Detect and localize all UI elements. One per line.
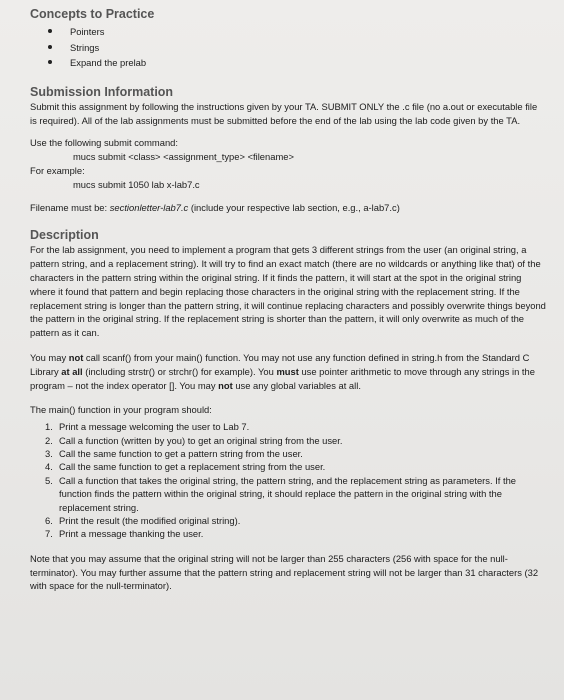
concepts-heading: Concepts to Practice xyxy=(30,7,155,21)
list-item xyxy=(30,420,546,433)
step-text: Call a function that takes the original string, the pattern string, and the replacement string as parameters. If the function finds the pattern within the original string, it should replace the pattern in the original string with the replacement string. xyxy=(59,474,517,513)
restrictions-emphasis: not xyxy=(218,379,233,391)
restrictions-text: use pointer arithmetic to move through any strings in the program – not the index operator []. You may xyxy=(30,365,535,391)
step-number: 2. xyxy=(45,434,53,446)
step-number: 5. xyxy=(45,474,53,486)
filename-pattern: sectionletter-lab7.c xyxy=(109,201,189,213)
restrictions-text: use any global variables at all. xyxy=(232,379,361,391)
filename-rule xyxy=(30,201,546,215)
step-number: 6. xyxy=(45,514,53,526)
restrictions-text: You may xyxy=(30,351,69,363)
restrictions-text: call scanf() from your main() function. You may not use any function defined in string.h from the Standard C Library xyxy=(30,351,530,377)
filename-prefix: Filename must be: xyxy=(30,201,110,213)
step-number: 1. xyxy=(45,421,53,433)
restrictions-emphasis: not xyxy=(68,351,84,363)
step-text: Call a function (written by you) to get an original string from the user. xyxy=(59,434,343,446)
note-paragraph: Note that you may assume that the original string will not be larger than 255 characters (256 with space for the null-terminator). You may further assume that the pattern string and replacement string will not be larger than 31 characters (32 with space for the null-terminator). xyxy=(30,552,539,592)
main-function-intro: The main() function in your program should: xyxy=(30,404,212,416)
submission-intro: Submit this assignment by following the instructions given by your TA. SUBMIT ONLY the .c file (no a.out or executable file is required). All of the lab assignments must be submitted before the end of the lab using the lab code given by the TA. xyxy=(30,100,538,126)
list-item xyxy=(30,474,546,514)
list-item xyxy=(30,434,546,447)
list-item: Strings xyxy=(30,40,546,56)
step-text: Call the same function to get a replacement string from the user. xyxy=(59,461,326,473)
restrictions-paragraph xyxy=(30,351,546,392)
submit-command: mucs submit <class> <assignment_type> <filename> xyxy=(73,151,294,163)
restrictions-emphasis: at all xyxy=(61,365,83,377)
restrictions-emphasis: must xyxy=(276,365,299,377)
submission-heading: Submission Information xyxy=(30,84,174,99)
step-text: Print a message welcoming the user to Lab 7. xyxy=(59,421,250,433)
restrictions-text: (including strstr() or strchr() for example). You xyxy=(82,365,277,377)
description-heading: Description xyxy=(30,228,99,243)
step-number: 7. xyxy=(45,528,53,540)
step-text: Print the result (the modified original string). xyxy=(59,514,241,526)
step-text: Call the same function to get a pattern string from the user. xyxy=(59,447,303,459)
list-item xyxy=(30,447,546,460)
submit-example: mucs submit 1050 lab x-lab7.c xyxy=(73,178,200,190)
filename-suffix: (include your respective lab section, e.g., a-lab7.c) xyxy=(188,201,400,213)
example-label: For example: xyxy=(30,164,85,176)
step-number: 3. xyxy=(45,447,53,459)
list-item: Pointers xyxy=(30,24,546,40)
list-item xyxy=(30,460,546,473)
description-paragraph: For the lab assignment, you need to implement a program that gets 3 different strings from the user (an original string, a pattern string, and a replacement string). It will try to find an exact match (there are no wildcards or anything like that) of the characters in the pattern string within the original string. If it finds the pattern, it will start at the spot in the original string where it found that pattern and begin replacing those characters in the original string with the replacement string. If the replacement string is longer than the pattern string, it will continue replacing characters and possibly overwrite things beyond the pattern in the original string. If the replacement string is shorter than the pattern, it will only overwrite as much of the pattern as it can. xyxy=(30,244,546,339)
list-item xyxy=(30,527,546,540)
list-item: Expand the prelab xyxy=(30,55,546,71)
concepts-list xyxy=(30,24,546,71)
step-text: Print a message thanking the user. xyxy=(59,528,204,540)
step-number: 4. xyxy=(45,461,53,473)
list-item xyxy=(30,514,546,527)
submit-command-label: Use the following submit command: xyxy=(30,137,178,149)
main-steps-list xyxy=(30,420,546,541)
